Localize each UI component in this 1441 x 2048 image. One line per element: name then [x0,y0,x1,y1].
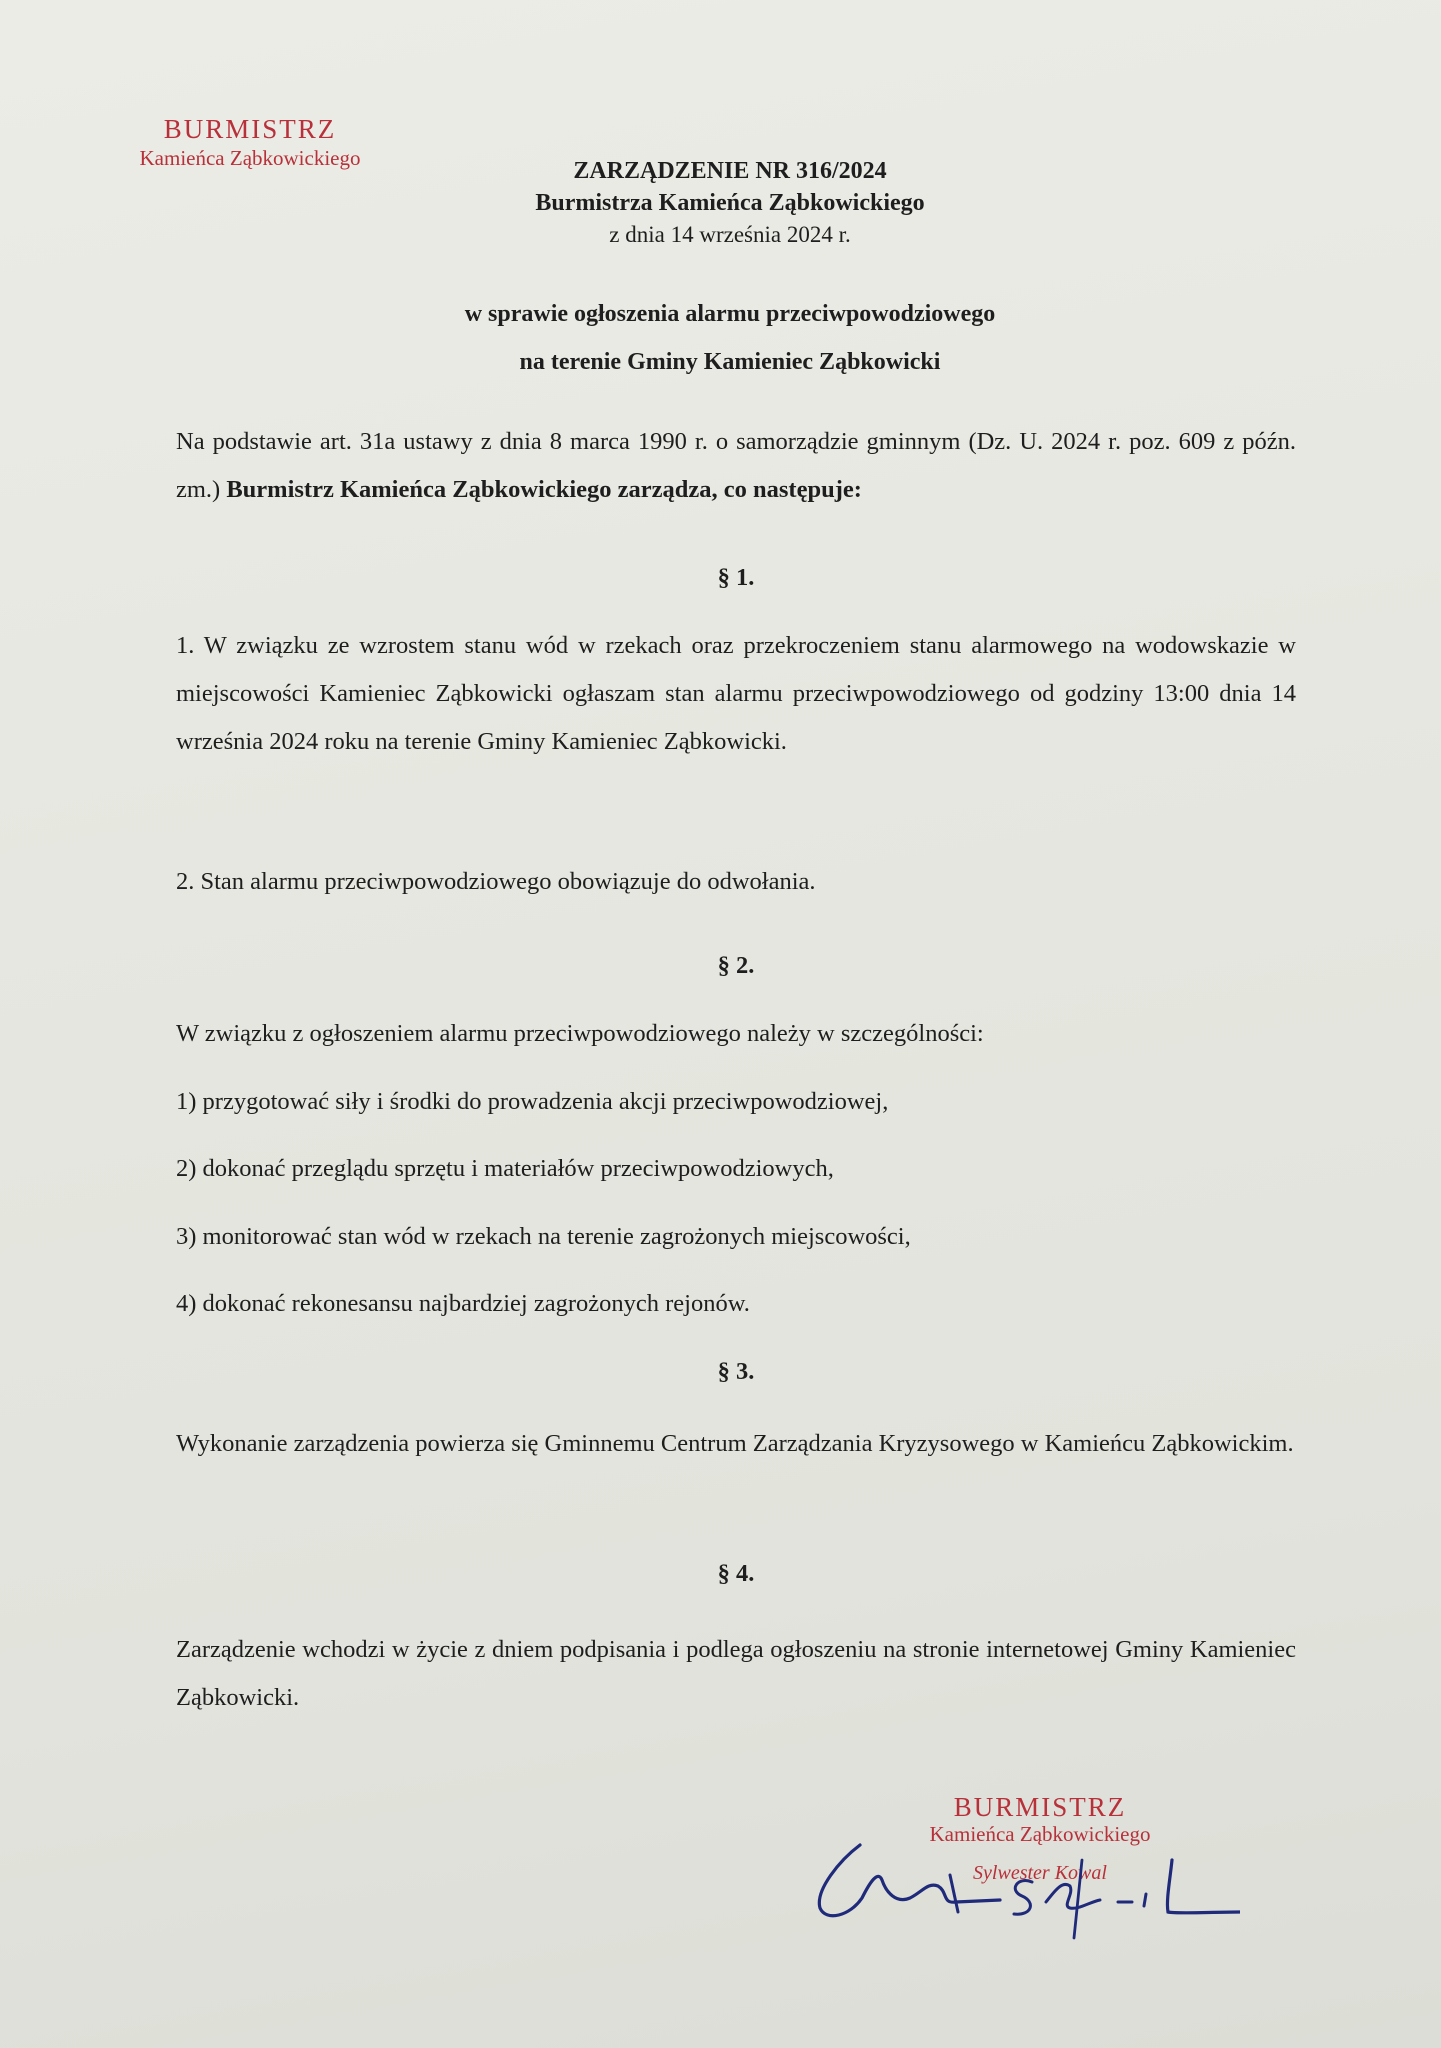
signature-stamp-line1: BURMISTRZ [953,1792,1127,1822]
section-2-item-1: 1) przygotować siły i środki do prowadzenia akcji przeciwpowodziowej, [176,1088,889,1115]
document-date: z dnia 14 września 2024 r. [609,222,851,247]
signature-stamp-line2: Kamieńca Ząbkowickiego [929,1822,1151,1846]
document-issuer: Burmistrza Kamieńca Ząbkowickiego [535,190,925,216]
document-subject [330,290,1130,386]
document-header [330,155,1130,251]
preamble [176,418,1296,514]
preamble-bold: Burmistrz Kamieńca Ząbkowickiego zarządza, co następuje: [226,476,862,503]
stamp-top-line1: BURMISTRZ [163,114,337,144]
section-3-text: Wykonanie zarządzenia powierza się Gminnemu Centrum Zarządzania Kryzysowego w Kamieńcu Ząbkowickim. [176,1430,1294,1457]
handwritten-signature [800,1820,1240,1950]
section-4-text: Zarządzenie wchodzi w życie z dniem podpisania i podlega ogłoszeniu na stronie internetowej Gminy Kamieniec Ząbkowicki. [176,1636,1296,1711]
section-2-item-2: 2) dokonać przeglądu sprzętu i materiałów przeciwpowodziowych, [176,1155,834,1182]
section-2-item-3: 3) monitorować stan wód w rzekach na terenie zagrożonych miejscowości, [176,1223,911,1250]
stamp-top-line2: Kamieńca Ząbkowickiego [139,146,361,170]
section-2-intro: W związku z ogłoszeniem alarmu przeciwpowodziowego należy w szczególności: [176,1020,984,1047]
preamble-text: Na podstawie art. 31a ustawy z dnia 8 marca 1990 r. o samorządzie gminnym (Dz. U. 2024 r. poz. 609 z późn. zm.) [176,428,1296,503]
section-4-heading: § 4. [717,1560,755,1587]
signature-stamp-name: Sylwester Kowal [973,1862,1107,1884]
section-1-paragraph-1: 1. W związku ze wzrostem stanu wód w rzekach oraz przekroczeniem stanu alarmowego na wodowskazie w miejscowości Kamieniec Ząbkowicki ogłaszam stan alarmu przeciwpowodziowego od godziny 13:00 dnia 14 września 2024 roku na terenie Gminy Kamieniec Ząbkowicki. [176,632,1296,755]
section-2-heading: § 2. [717,952,755,979]
section-3-heading: § 3. [717,1358,755,1385]
section-2-item-4: 4) dokonać rekonesansu najbardziej zagrożonych rejonów. [176,1290,750,1317]
subject-line2: na terenie Gminy Kamieniec Ząbkowicki [519,349,941,375]
document-title: ZARZĄDZENIE NR 316/2024 [573,158,887,184]
section-1-paragraph-2: 2. Stan alarmu przeciwpowodziowego obowiązuje do odwołania. [176,868,816,895]
section-1-heading: § 1. [717,564,755,591]
subject-line1: w sprawie ogłoszenia alarmu przeciwpowodziowego [464,301,996,327]
